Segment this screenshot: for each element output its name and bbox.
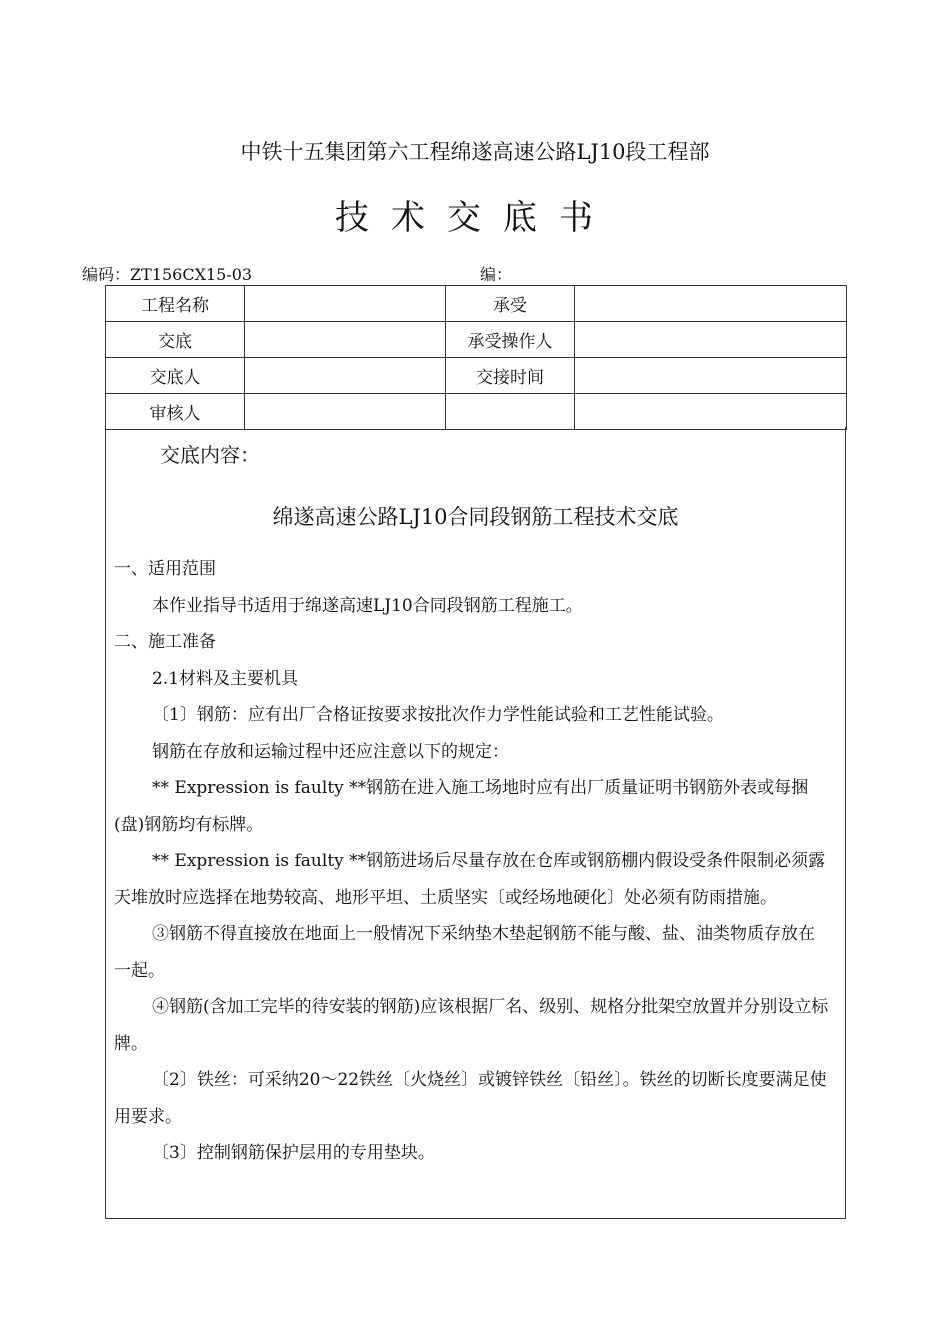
label-project-name: 工程名称 <box>106 286 245 322</box>
paragraph: ** Expression is faulty **钢筋在进入施工场地时应有出厂质量证明书钢筋外表或每捆(盘)钢筋均有标牌。 <box>114 778 809 835</box>
organization-heading: 中铁十五集团第六工程绵遂高速公路LJ10段工程部 <box>240 140 710 164</box>
label-handover: 交底 <box>106 322 245 358</box>
paragraph: 〔2〕铁丝：可采纳20～22铁丝〔火烧丝〕或镀锌铁丝〔铅丝〕。铁丝的切断长度要满足使用要求。 <box>114 1070 827 1127</box>
document-number-label: 编： <box>480 265 513 284</box>
table-row <box>106 286 847 322</box>
label-receiver: 承受 <box>446 286 575 322</box>
content-label: 交底内容： <box>160 443 260 467</box>
content-body <box>114 551 830 1172</box>
value-project-name <box>245 286 446 322</box>
table-row <box>106 358 847 394</box>
table-cell-empty <box>575 394 847 430</box>
paragraph: 本作业指导书适用于绵遂高速LJ10合同段钢筋工程施工。 <box>152 595 583 616</box>
label-handover-person: 交底人 <box>106 358 245 394</box>
value-handover-person <box>245 358 446 394</box>
content-heading: 绵遂高速公路LJ10合同段钢筋工程技术交底 <box>272 505 679 529</box>
paragraph: 钢筋在存放和运输过程中还应注意以下的规定： <box>152 741 509 762</box>
subsection-heading: 2.1材料及主要机具 <box>152 668 299 689</box>
content-box <box>105 427 846 1219</box>
document-title: 技术交底书 <box>335 198 615 238</box>
value-receiving-operator <box>575 322 847 358</box>
table-cell-empty <box>446 394 575 430</box>
value-handover-time <box>575 358 847 394</box>
table-row <box>106 394 847 430</box>
value-reviewer <box>245 394 446 430</box>
table-row <box>106 322 847 358</box>
label-handover-time: 交接时间 <box>446 358 575 394</box>
paragraph: ④钢筋(含加工完毕的待安装的钢筋)应该根据厂名、级别、规格分批架空放置并分别设立标牌。 <box>114 997 829 1054</box>
paragraph: ③钢筋不得直接放在地面上一般情况下采纳垫木垫起钢筋不能与酸、盐、油类物质存放在一起。 <box>114 924 815 981</box>
paragraph: ** Expression is faulty **钢筋进场后尽量存放在仓库或钢筋棚内假设受条件限制必须露天堆放时应选择在地势较高、地形平坦、土质坚实〔或经场地硬化〕处必须有防雨措施。 <box>114 851 826 908</box>
section-heading: 二、施工准备 <box>114 632 216 652</box>
value-handover <box>245 322 446 358</box>
label-receiving-operator: 承受操作人 <box>446 322 575 358</box>
section-heading: 一、适用范围 <box>114 559 216 579</box>
document-code: 编码：ZT156CX15-03 <box>82 265 253 284</box>
label-reviewer: 审核人 <box>106 394 245 430</box>
paragraph: 〔1〕钢筋：应有出厂合格证按要求按批次作力学性能试验和工艺性能试验。 <box>152 705 724 725</box>
value-receiver <box>575 286 847 322</box>
paragraph: 〔3〕控制钢筋保护层用的专用垫块。 <box>152 1143 435 1163</box>
info-table <box>105 285 847 430</box>
